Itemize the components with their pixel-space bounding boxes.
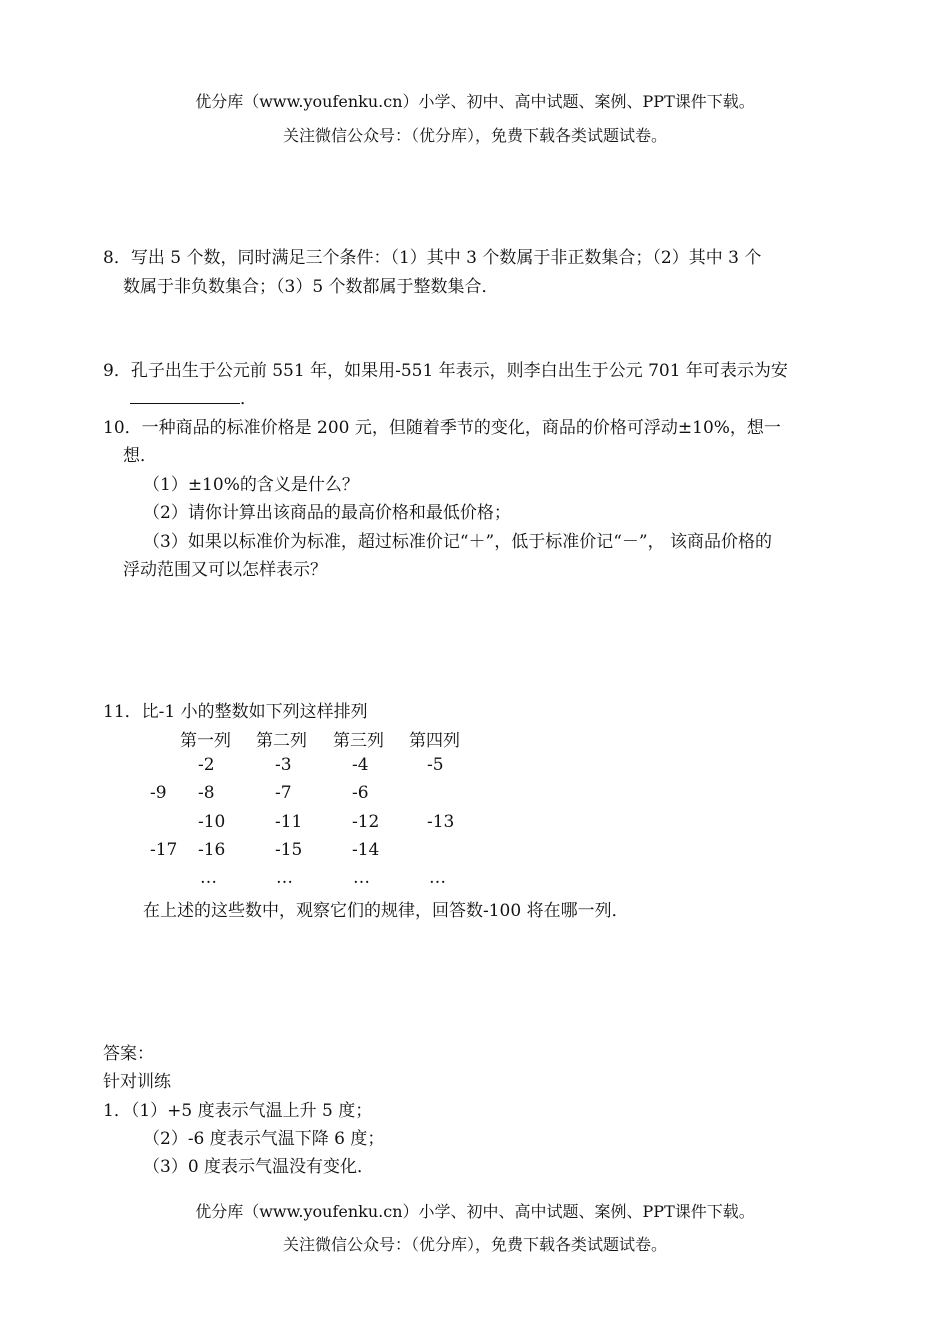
table-cell: … <box>200 868 217 888</box>
table-cell: -10 <box>198 812 226 832</box>
answers-subtitle: 针对训练 <box>103 1072 171 1092</box>
answers-title: 答案： <box>103 1044 154 1064</box>
table-cell: -4 <box>352 755 369 775</box>
table-cell: -11 <box>275 812 303 832</box>
column-header-1: 第一列 <box>180 731 231 751</box>
table-cell: … <box>429 868 446 888</box>
column-header-4: 第四列 <box>409 731 460 751</box>
header-line-1: 优分库（www.youfenku.cn）小学、初中、高中试题、案例、PPT课件下载。 <box>195 92 755 111</box>
column-header-3: 第三列 <box>333 731 384 751</box>
q9-end: ． <box>240 389 257 409</box>
footer-line-2: 关注微信公众号：（优分库），免费下载各类试题试卷。 <box>282 1235 667 1254</box>
header-line-2: 关注微信公众号：（优分库），免费下载各类试题试卷。 <box>282 126 667 145</box>
q10-sub-2: （2）请你计算出该商品的最高价格和最低价格； <box>143 503 511 523</box>
q9-line-1: 9．孔子出生于公元前 551 年，如果用-551 年表示，则李白出生于公元 701 年可表示为安 <box>103 361 788 381</box>
q8-line-2: 数属于非负数集合；（3）5 个数都属于整数集合． <box>123 277 499 297</box>
q10-sub-3a: （3）如果以标准价为标准，超过标准价记“＋”，低于标准价记“－”， 该商品价格的 <box>143 532 772 552</box>
table-cell: -7 <box>275 783 292 803</box>
table-cell: -6 <box>352 783 369 803</box>
q8-line-1: 8．写出 5 个数，同时满足三个条件：（1）其中 3 个数属于非正数集合；（2）其中 3 个 <box>103 248 762 268</box>
answer-1-line-3: （3）0 度表示气温没有变化． <box>143 1157 375 1177</box>
table-cell: -3 <box>275 755 292 775</box>
q10-line-2: 想． <box>123 446 157 466</box>
answer-blank <box>130 402 240 404</box>
table-cell: -5 <box>427 755 444 775</box>
table-cell: -2 <box>198 755 215 775</box>
number-arrangement-table <box>140 722 500 892</box>
answer-1-line-1: 1．（1）+5 度表示气温上升 5 度； <box>103 1101 373 1121</box>
table-cell: -9 <box>150 783 167 803</box>
q11-question: 在上述的这些数中，观察它们的规律，回答数-100 将在哪一列． <box>143 901 629 921</box>
q10-sub-3b: 浮动范围又可以怎样表示？ <box>123 560 327 580</box>
q11-line-1: 11．比-1 小的整数如下列这样排列 <box>103 702 368 722</box>
table-cell: -17 <box>150 840 178 860</box>
q10-sub-1: （1）±10%的含义是什么？ <box>143 475 359 495</box>
table-cell: -12 <box>352 812 380 832</box>
table-cell: … <box>276 868 293 888</box>
column-header-2: 第二列 <box>256 731 307 751</box>
q9-answer-line <box>130 384 257 409</box>
table-cell: -13 <box>427 812 455 832</box>
table-cell: -8 <box>198 783 215 803</box>
footer-line-1: 优分库（www.youfenku.cn）小学、初中、高中试题、案例、PPT课件下载。 <box>195 1202 755 1221</box>
table-cell: … <box>353 868 370 888</box>
table-cell: -16 <box>198 840 226 860</box>
table-cell: -14 <box>352 840 380 860</box>
q10-line-1: 10．一种商品的标准价格是 200 元，但随着季节的变化，商品的价格可浮动±10%，想一 <box>103 418 781 438</box>
answer-1-line-2: （2）-6 度表示气温下降 6 度； <box>143 1129 385 1149</box>
table-cell: -15 <box>275 840 303 860</box>
